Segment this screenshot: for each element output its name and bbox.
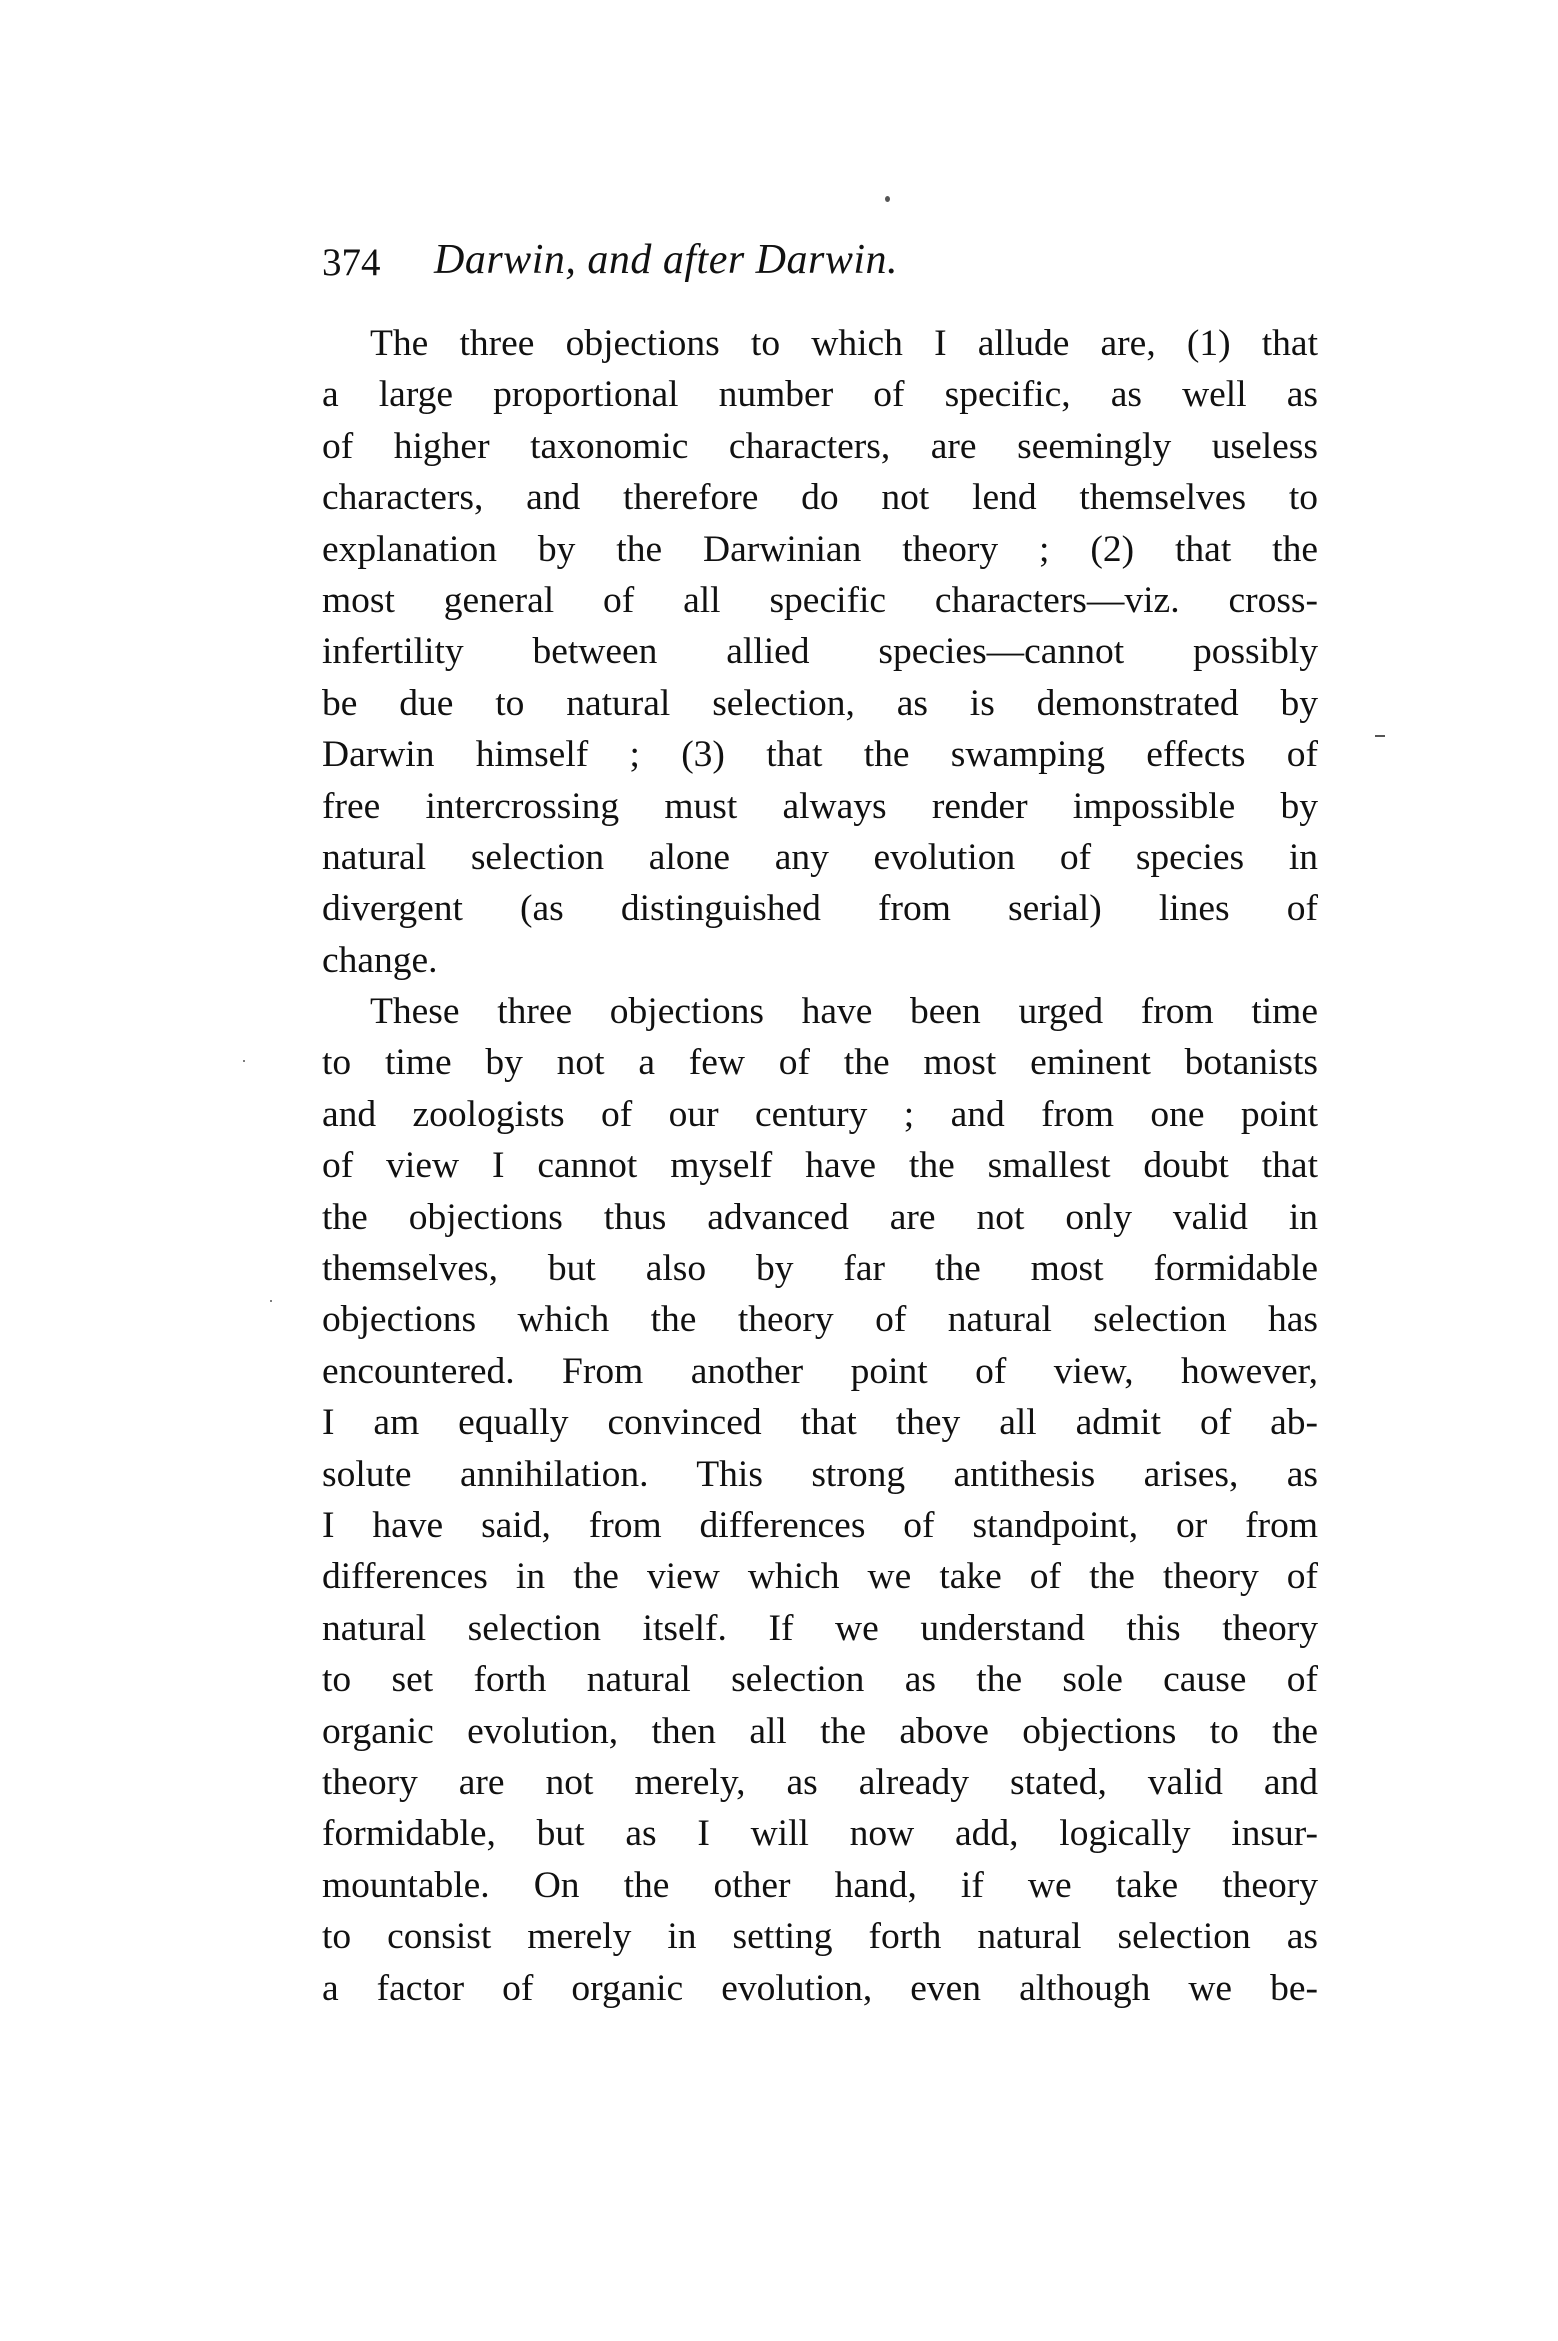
text-line: These three objections have been urged from time [370,991,1318,1033]
text-line: encountered. From another point of view, however, [322,1350,1318,1392]
text-line: Darwin himself ; (3) that the swamping effects of [322,734,1318,776]
text-line: natural selection alone any evolution of species in [322,836,1318,878]
text-line: The three objections to which I allude are, (1) that [370,323,1318,364]
text-line: free intercrossing must always render impossible by [322,785,1318,827]
text-line: to set forth natural selection as the sole cause of [322,1659,1318,1701]
text-line: a large proportional number of specific, as well as [322,374,1318,416]
text-line: and zoologists of our century ; and from one point [322,1093,1318,1135]
text-line: themselves, but also by far the most formidable [322,1248,1318,1290]
page-body [322,318,1318,2014]
text-line: I am equally convinced that they all admit of ab- [322,1402,1318,1444]
text-line: divergent (as distinguished from serial) lines of [322,888,1318,930]
text-line: I have said, from differences of standpoint, or from [322,1504,1318,1546]
text-line: change. [322,939,438,981]
text-line: solute annihilation. This strong antithesis arises, as [322,1453,1318,1495]
text-line: to consist merely in setting forth natural selection as [322,1916,1318,1958]
text-line: differences in the view which we take of the theory of [322,1556,1318,1598]
text-line: mountable. On the other hand, if we take theory [322,1864,1318,1906]
page-number: 374 [322,241,381,284]
page-header [322,236,1322,296]
text-line: a factor of organic evolution, even although we be- [322,1967,1318,2009]
text-line: to time by not a few of the most eminent botanists [322,1042,1318,1084]
scan-speck [885,196,890,202]
scan-speck [1375,735,1385,737]
running-title: Darwin, and after Darwin. [434,237,899,283]
text-line: of view I cannot myself have the smallest doubt that [322,1145,1318,1187]
text-line: objections which the theory of natural selection has [322,1299,1318,1341]
text-line: the objections thus advanced are not only valid in [322,1196,1318,1238]
text-line: characters, and therefore do not lend themselves to [322,477,1318,519]
text-line: organic evolution, then all the above objections to the [322,1710,1318,1752]
text-line: formidable, but as I will now add, logically insur- [322,1813,1318,1855]
paragraph-2 [322,986,1318,2014]
text-line: infertility between allied species—cannot possibly [322,631,1318,673]
text-line: most general of all specific characters—viz. cross- [322,579,1318,621]
scan-speck [270,1300,272,1302]
scan-speck [243,1060,245,1062]
text-line: natural selection itself. If we understand this theory [322,1607,1318,1649]
text-line: explanation by the Darwinian theory ; (2) that the [322,528,1318,570]
paragraph-1 [322,318,1318,986]
text-line: be due to natural selection, as is demonstrated by [322,682,1318,724]
text-line: theory are not merely, as already stated, valid and [322,1761,1318,1803]
text-line: of higher taxonomic characters, are seemingly useless [322,425,1318,467]
